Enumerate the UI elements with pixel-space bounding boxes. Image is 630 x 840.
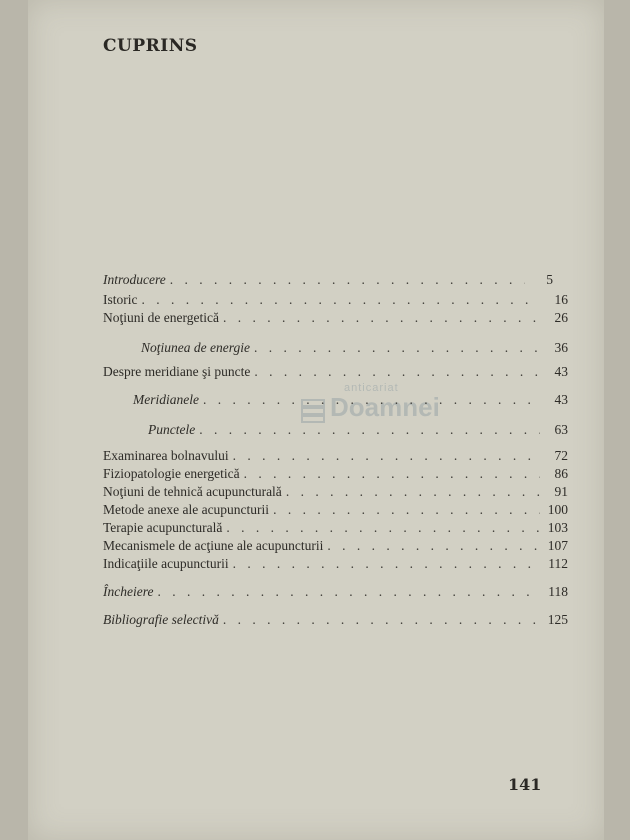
toc-entry [103,502,568,520]
toc-leader-dots [223,310,540,326]
toc-entry [103,556,568,574]
toc-leader-dots [254,364,540,380]
toc-entry-page: 16 [554,292,568,307]
toc-entry-label: Istoric [103,292,138,307]
toc-leader-dots [273,502,540,518]
page-title: CUPRINS [103,36,198,56]
toc-entry-label: Terapie acupuncturală [103,520,223,535]
toc-leader-dots [142,292,541,308]
watermark-main-text: Doamnei [330,392,440,422]
toc-entry-label: Indicaţiile acupuncturii [103,556,229,571]
toc-entry-label: Mecanismele de acţiune ale acupuncturii [103,538,324,553]
toc-leader-dots [233,556,540,572]
toc-entry [103,538,568,556]
toc-entry [133,392,568,410]
toc-entry-page: 112 [548,556,568,571]
toc-entry-page: 5 [546,272,553,287]
book-page [28,0,604,840]
toc-entry-page: 63 [554,422,568,437]
toc-entry [103,612,568,630]
toc-entry-page: 100 [547,502,568,517]
toc-entry-label: Noţiuni de tehnică acupuncturală [103,484,282,499]
toc-entry-label: Fiziopatologie energetică [103,466,240,481]
toc-leader-dots [170,272,525,288]
toc-entry-page: 125 [547,612,568,627]
toc-entry [103,364,568,382]
toc-entry [148,422,568,440]
toc-entry [103,484,568,502]
toc-entry-label: Noţiuni de energetică [103,310,219,325]
watermark-top-text: anticariat [344,382,399,394]
toc-entry-page: 36 [554,340,568,355]
toc-entry-label: Meridianele [133,392,199,407]
toc-entry-label: Noţiunea de energie [141,340,250,355]
page-number: 141 [508,775,542,794]
toc-leader-dots [223,612,540,628]
toc-entry [103,310,568,328]
toc-entry [141,340,568,358]
toc-entry [103,272,553,290]
toc-entry-page: 107 [547,538,568,553]
toc-leader-dots [233,448,540,464]
toc-entry-label: Examinarea bolnavului [103,448,229,463]
toc-leader-dots [157,584,540,600]
toc-entry-page: 91 [554,484,568,499]
toc-entry-label: Despre meridiane şi puncte [103,364,251,379]
toc-leader-dots [286,484,540,500]
toc-entry-page: 43 [554,364,568,379]
toc-entry-page: 103 [547,520,568,535]
toc-entry [103,520,568,538]
toc-leader-dots [327,538,540,554]
toc-entry [103,584,568,602]
toc-entry [103,466,568,484]
toc-entry [103,448,568,466]
toc-entry [103,292,568,310]
toc-entry-label: Metode anexe ale acupuncturii [103,502,270,517]
toc-leader-dots [203,392,540,408]
toc-entry-label: Încheiere [103,584,154,599]
toc-entry-page: 86 [554,466,568,481]
toc-entry-page: 72 [554,448,568,463]
toc-entry-page: 118 [548,584,568,599]
toc-leader-dots [254,340,540,356]
toc-entry-label: Punctele [148,422,196,437]
toc-leader-dots [199,422,540,438]
toc-entry-label: Bibliografie selectivă [103,612,219,627]
toc-entry-label: Introducere [103,272,166,287]
toc-leader-dots [226,520,540,536]
toc-leader-dots [244,466,540,482]
toc-entry-page: 26 [554,310,568,325]
toc-entry-page: 43 [554,392,568,407]
